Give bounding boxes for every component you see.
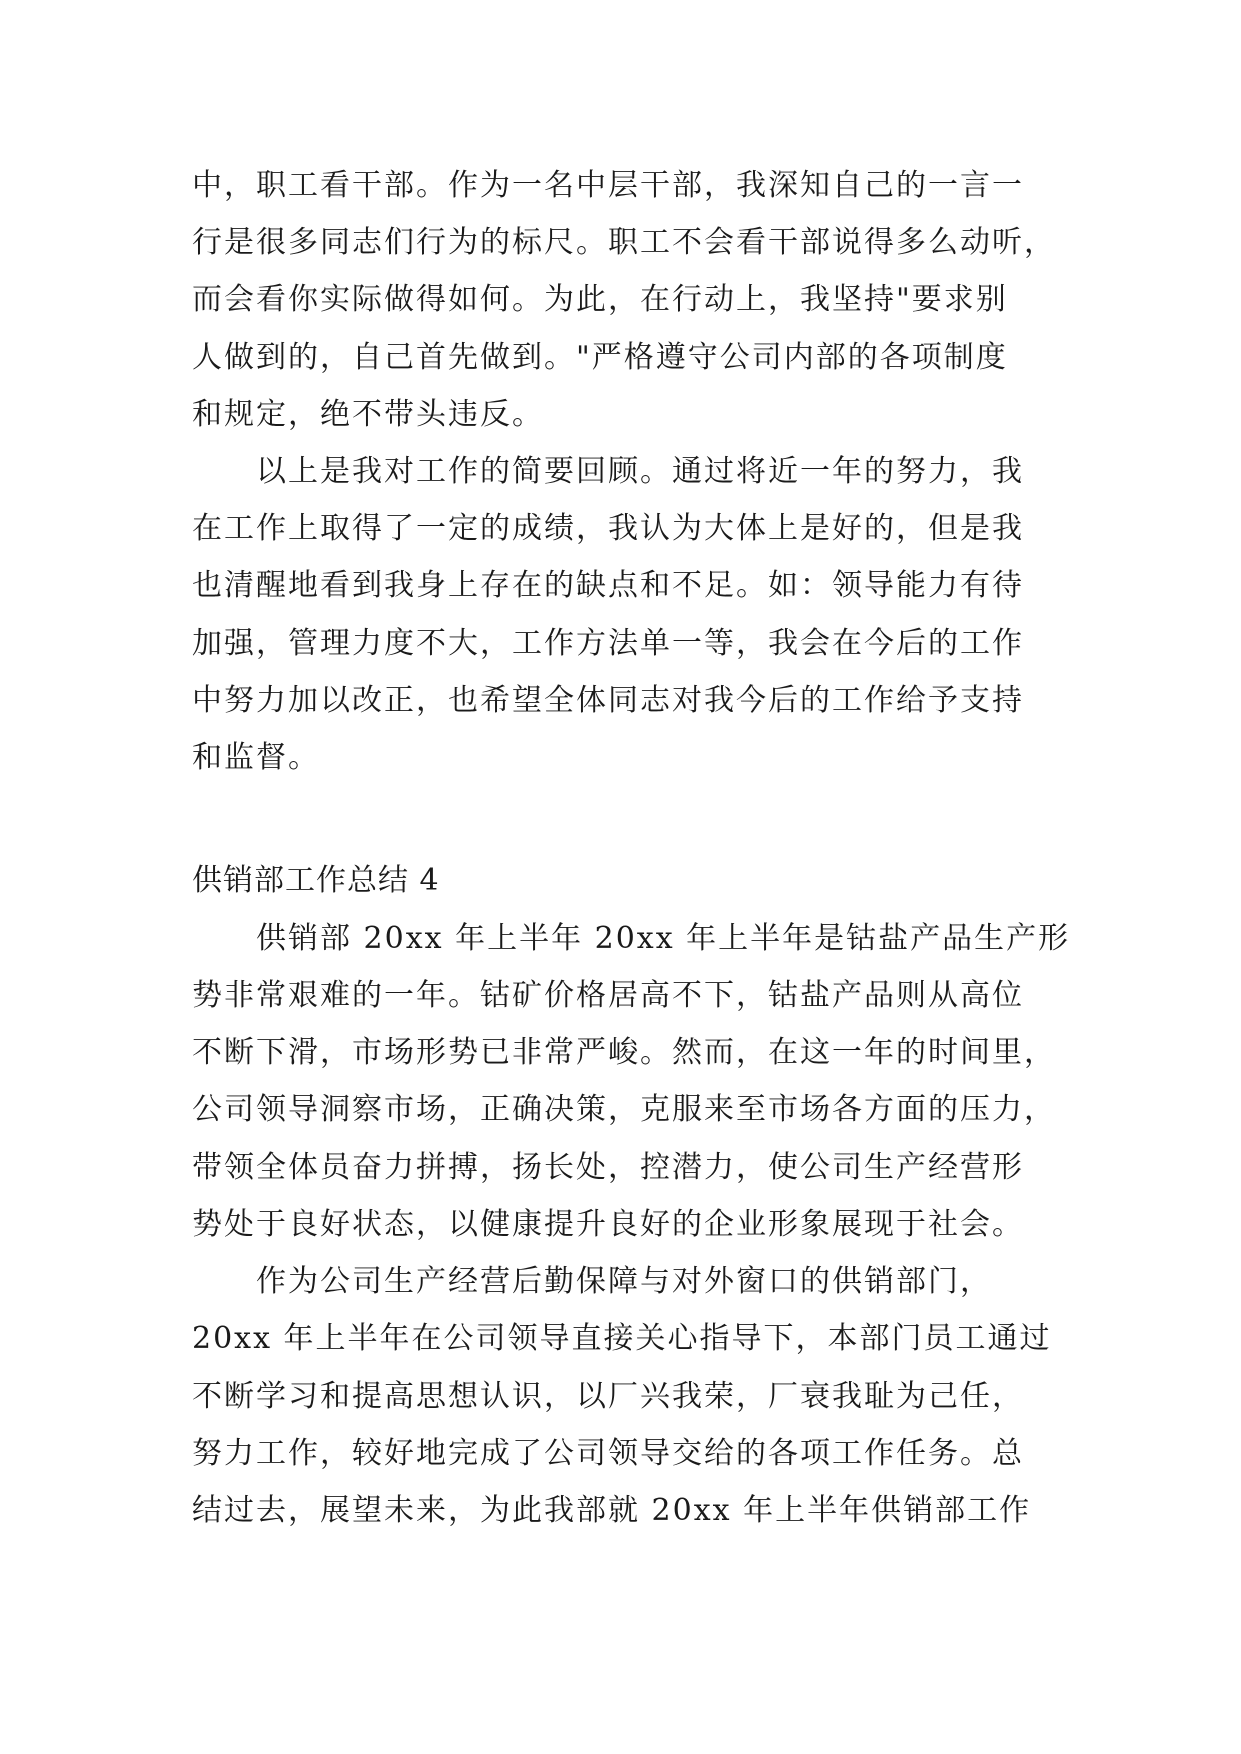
paragraph-line: 行是很多同志们行为的标尺。职工不会看干部说得多么动听， (192, 225, 1056, 260)
paragraph-line: 努力工作，较好地完成了公司领导交给的各项工作任务。总 (192, 1436, 1024, 1471)
paragraph-line: 而会看你实际做得如何。为此，在行动上，我坚持"要求别 (192, 282, 1008, 317)
paragraph-line: 在工作上取得了一定的成绩，我认为大体上是好的，但是我 (192, 511, 1024, 546)
paragraph-line: 供销部 20xx 年上半年 20xx 年上半年是钴盐产品生产形 (256, 921, 1071, 956)
paragraph-line: 作为公司生产经营后勤保障与对外窗口的供销部门， (256, 1264, 992, 1299)
paragraph-line: 不断下滑，市场形势已非常严峻。然而，在这一年的时间里， (192, 1035, 1056, 1070)
paragraph-line: 不断学习和提高思想认识，以厂兴我荣，厂衰我耻为己任， (192, 1379, 1024, 1414)
paragraph-line: 加强，管理力度不大，工作方法单一等，我会在今后的工作 (192, 626, 1024, 661)
section-heading: 供销部工作总结 4 (192, 863, 440, 898)
paragraph-line: 势非常艰难的一年。钴矿价格居高不下，钴盐产品则从高位 (192, 978, 1024, 1013)
paragraph-line: 人做到的，自己首先做到。"严格遵守公司内部的各项制度 (192, 340, 1008, 375)
paragraph-line: 中，职工看干部。作为一名中层干部，我深知自己的一言一 (192, 168, 1024, 203)
paragraph-line: 中努力加以改正，也希望全体同志对我今后的工作给予支持 (192, 683, 1024, 718)
paragraph-line: 以上是我对工作的简要回顾。通过将近一年的努力，我 (256, 454, 1024, 489)
paragraph-line: 势处于良好状态，以健康提升良好的企业形象展现于社会。 (192, 1207, 1024, 1242)
paragraph-line: 也清醒地看到我身上存在的缺点和不足。如：领导能力有待 (192, 568, 1024, 603)
paragraph-line: 20xx 年上半年在公司领导直接关心指导下，本部门员工通过 (192, 1321, 1052, 1356)
paragraph-line: 公司领导洞察市场，正确决策，克服来至市场各方面的压力， (192, 1092, 1056, 1127)
paragraph-line: 和规定，绝不带头违反。 (192, 397, 544, 432)
paragraph-line: 结过去，展望未来，为此我部就 20xx 年上半年供销部工作 (192, 1493, 1032, 1528)
paragraph-line: 和监督。 (192, 740, 320, 775)
paragraph-line: 带领全体员奋力拼搏，扬长处，控潜力，使公司生产经营形 (192, 1150, 1024, 1185)
